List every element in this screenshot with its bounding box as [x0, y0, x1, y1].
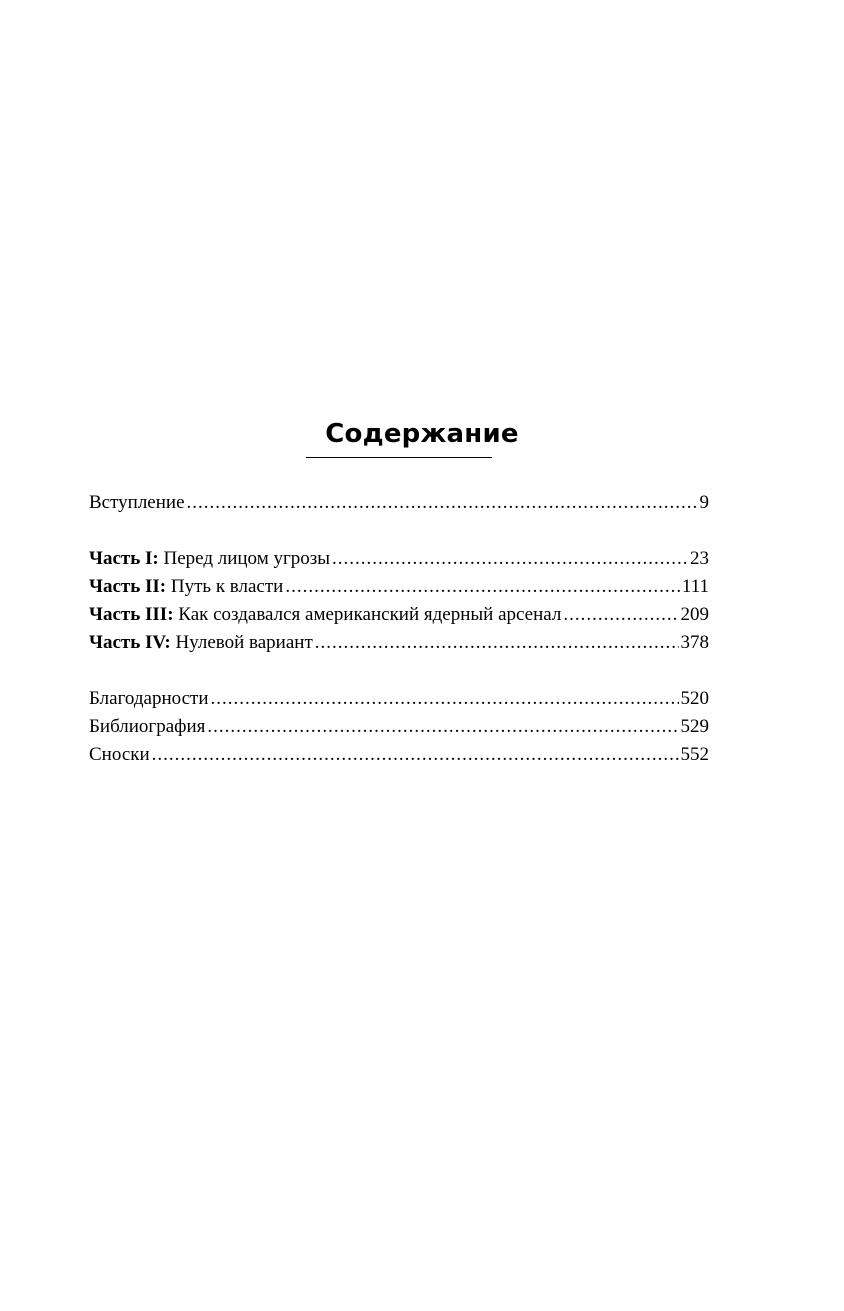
toc-entry-page: 552	[680, 744, 709, 765]
toc-entry-part-prefix: Часть III:	[89, 604, 174, 625]
dot-leader	[332, 545, 688, 573]
dot-leader	[563, 601, 678, 629]
toc-entry-part-prefix: Часть II:	[89, 576, 167, 597]
toc-entry-label: Библиография	[89, 716, 206, 737]
toc-entry-label: Нулевой вариант	[175, 632, 313, 653]
toc-entry-part-prefix: Часть I:	[89, 548, 159, 569]
toc-entry-label: Сноски	[89, 744, 150, 765]
toc-entry-page: 378	[680, 632, 709, 653]
toc-entry-page: 23	[690, 548, 709, 569]
toc-entry-part-2[interactable]	[89, 573, 709, 601]
toc-entry-introduction[interactable]	[89, 489, 709, 517]
toc-entry-part-1[interactable]	[89, 545, 709, 573]
toc-entry-page: 520	[680, 688, 709, 709]
toc-entry-label: Перед лицом угрозы	[163, 548, 331, 569]
table-of-contents	[89, 489, 709, 769]
dot-leader	[285, 573, 680, 601]
toc-entry-part-4[interactable]	[89, 629, 709, 657]
toc-entry-label: Путь к власти	[170, 576, 284, 597]
toc-entry-part-prefix: Часть IV:	[89, 632, 171, 653]
page-title: Содержание	[325, 419, 519, 449]
toc-entry-label: Как создавался американский ядерный арсенал	[178, 604, 562, 625]
toc-entry-page: 209	[680, 604, 709, 625]
toc-entry-page: 111	[681, 576, 709, 597]
dot-leader	[187, 489, 698, 517]
dot-leader	[315, 629, 679, 657]
toc-entry-notes[interactable]	[89, 741, 709, 769]
toc-entry-page: 529	[680, 716, 709, 737]
toc-entry-bibliography[interactable]	[89, 713, 709, 741]
toc-entry-acknowledgements[interactable]	[89, 685, 709, 713]
dot-leader	[207, 713, 678, 741]
dot-leader	[152, 741, 679, 769]
toc-entry-label: Благодарности	[89, 688, 209, 709]
dot-leader	[211, 685, 679, 713]
toc-entry-label: Вступление	[89, 492, 185, 513]
toc-entry-part-3[interactable]	[89, 601, 709, 629]
title-underline	[306, 457, 492, 458]
toc-entry-page: 9	[699, 492, 709, 513]
